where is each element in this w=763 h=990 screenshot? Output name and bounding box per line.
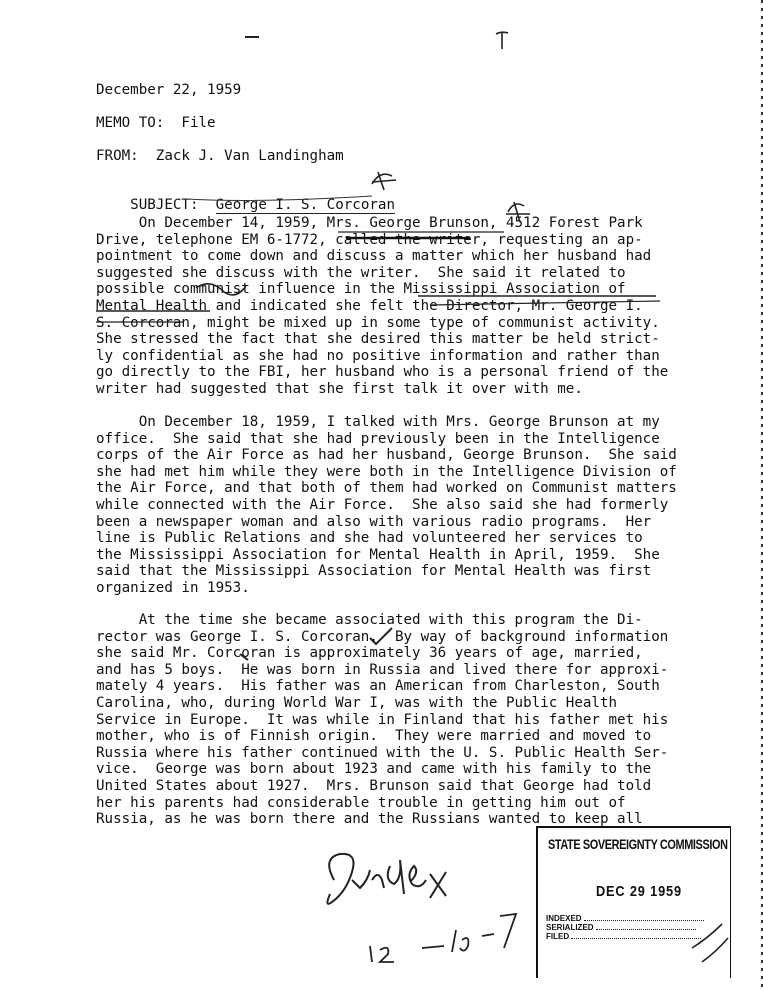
subject-value: George I. S. Corcoran: [215, 197, 395, 213]
memo-date: December 22, 1959: [96, 82, 242, 98]
text-line: writer had suggested that she first talk it over with me.: [96, 380, 583, 397]
paragraph-1: [96, 215, 716, 398]
file-number-handwritten: [370, 914, 516, 962]
text-line: while connected with the Air Force. She also said she had formerly: [96, 496, 669, 513]
text-line: office. She said that she had previously been in the Intelligence: [96, 430, 660, 447]
top-tick-mark: [495, 30, 509, 50]
paragraph-2: [96, 414, 716, 597]
stamp-field-serialized: [546, 923, 696, 932]
stamp-field-filed: [546, 932, 701, 941]
memo-from-line: FROM: Zack J. Van Landingham: [96, 148, 344, 164]
text-line: She stressed the fact that she desired this matter be held strict-: [96, 331, 660, 348]
stamp-scribble: [688, 918, 733, 968]
text-line: At the time she became associated with this program the Di-: [96, 612, 643, 628]
index-signature: [327, 854, 446, 904]
text-line: organized in 1953.: [96, 579, 250, 596]
stamp-field-label: FILED: [546, 932, 570, 941]
text-line: S. Corcoran, might be mixed up in some type of communist activity.: [96, 314, 660, 331]
text-line: pointment to come down and discuss a matter which her husband had: [96, 248, 652, 265]
stamp-title: STATE SOVEREIGNTY COMMISSION: [548, 836, 728, 852]
text-line: suggested she discuss with the writer. She said it related to: [96, 264, 626, 281]
text-line: the Air Force, and that both of them had worked on Communist matters: [96, 480, 677, 497]
text-line: she had met him while they were both in the Intelligence Division of: [96, 463, 677, 480]
text-line: On December 18, 1959, I talked with Mrs. George Brunson at my: [96, 414, 660, 430]
text-line: Carolina, who, during World War I, was with the Public Health: [96, 694, 618, 711]
memo-to-line: MEMO TO: File: [96, 115, 216, 131]
stamp-field-label: SERIALIZED: [546, 923, 594, 932]
text-line: and has 5 boys. He was born in Russia and lived there for approxi-: [96, 661, 669, 678]
text-line: line is Public Relations and she had volunteered her services to: [96, 530, 643, 547]
text-line: the Mississippi Association for Mental Health in April, 1959. She: [96, 546, 660, 563]
commission-stamp: [536, 826, 731, 978]
top-dash-mark: [245, 36, 259, 38]
text-line: Russia, as he was born there and the Russians wanted to keep all: [96, 811, 643, 828]
stamp-field-indexed: [546, 914, 704, 923]
text-line: corps of the Air Force as had her husband, George Brunson. She said: [96, 447, 677, 464]
text-line: United States about 1927. Mrs. Brunson said that George had told: [96, 777, 652, 794]
text-line: Mental Health and indicated she felt the Director, Mr. George I.: [96, 297, 643, 314]
text-line: mother, who is of Finnish origin. They were married and moved to: [96, 728, 652, 745]
text-line: she said Mr. Corcoran is approximately 36 years of age, married,: [96, 645, 643, 662]
text-line: said that the Mississippi Association for Mental Health was first: [96, 563, 652, 580]
subject-label: SUBJECT:: [130, 197, 199, 213]
text-line: Russia where his father continued with the U. S. Public Health Ser-: [96, 744, 669, 761]
text-line: ly confidential as she had no positive information and rather than: [96, 347, 660, 364]
text-line: her his parents had considerable trouble in getting him out of: [96, 794, 626, 811]
stamp-date: DEC 29 1959: [596, 883, 682, 900]
text-line: Service in Europe. It was while in Finland that his father met his: [96, 711, 669, 728]
text-line: go directly to the FBI, her husband who is a personal friend of the: [96, 364, 669, 381]
text-line: On December 14, 1959, Mrs. George Brunson, 4512 Forest Park: [96, 215, 643, 231]
text-line: Drive, telephone EM 6-1772, called the writer, requesting an ap-: [96, 231, 643, 248]
text-line: been a newspaper woman and also with various radio programs. Her: [96, 513, 652, 530]
text-line: possible communist influence in the Mississippi Association of: [96, 281, 626, 298]
text-line: mately 4 years. His father was an American from Charleston, South: [96, 678, 660, 695]
text-line: rector was George I. S. Corcoran. By way of background information: [96, 628, 669, 645]
stamp-field-label: INDEXED: [546, 914, 582, 923]
text-line: vice. George was born about 1923 and came with his family to the: [96, 761, 652, 778]
paragraph-3: [96, 612, 716, 828]
